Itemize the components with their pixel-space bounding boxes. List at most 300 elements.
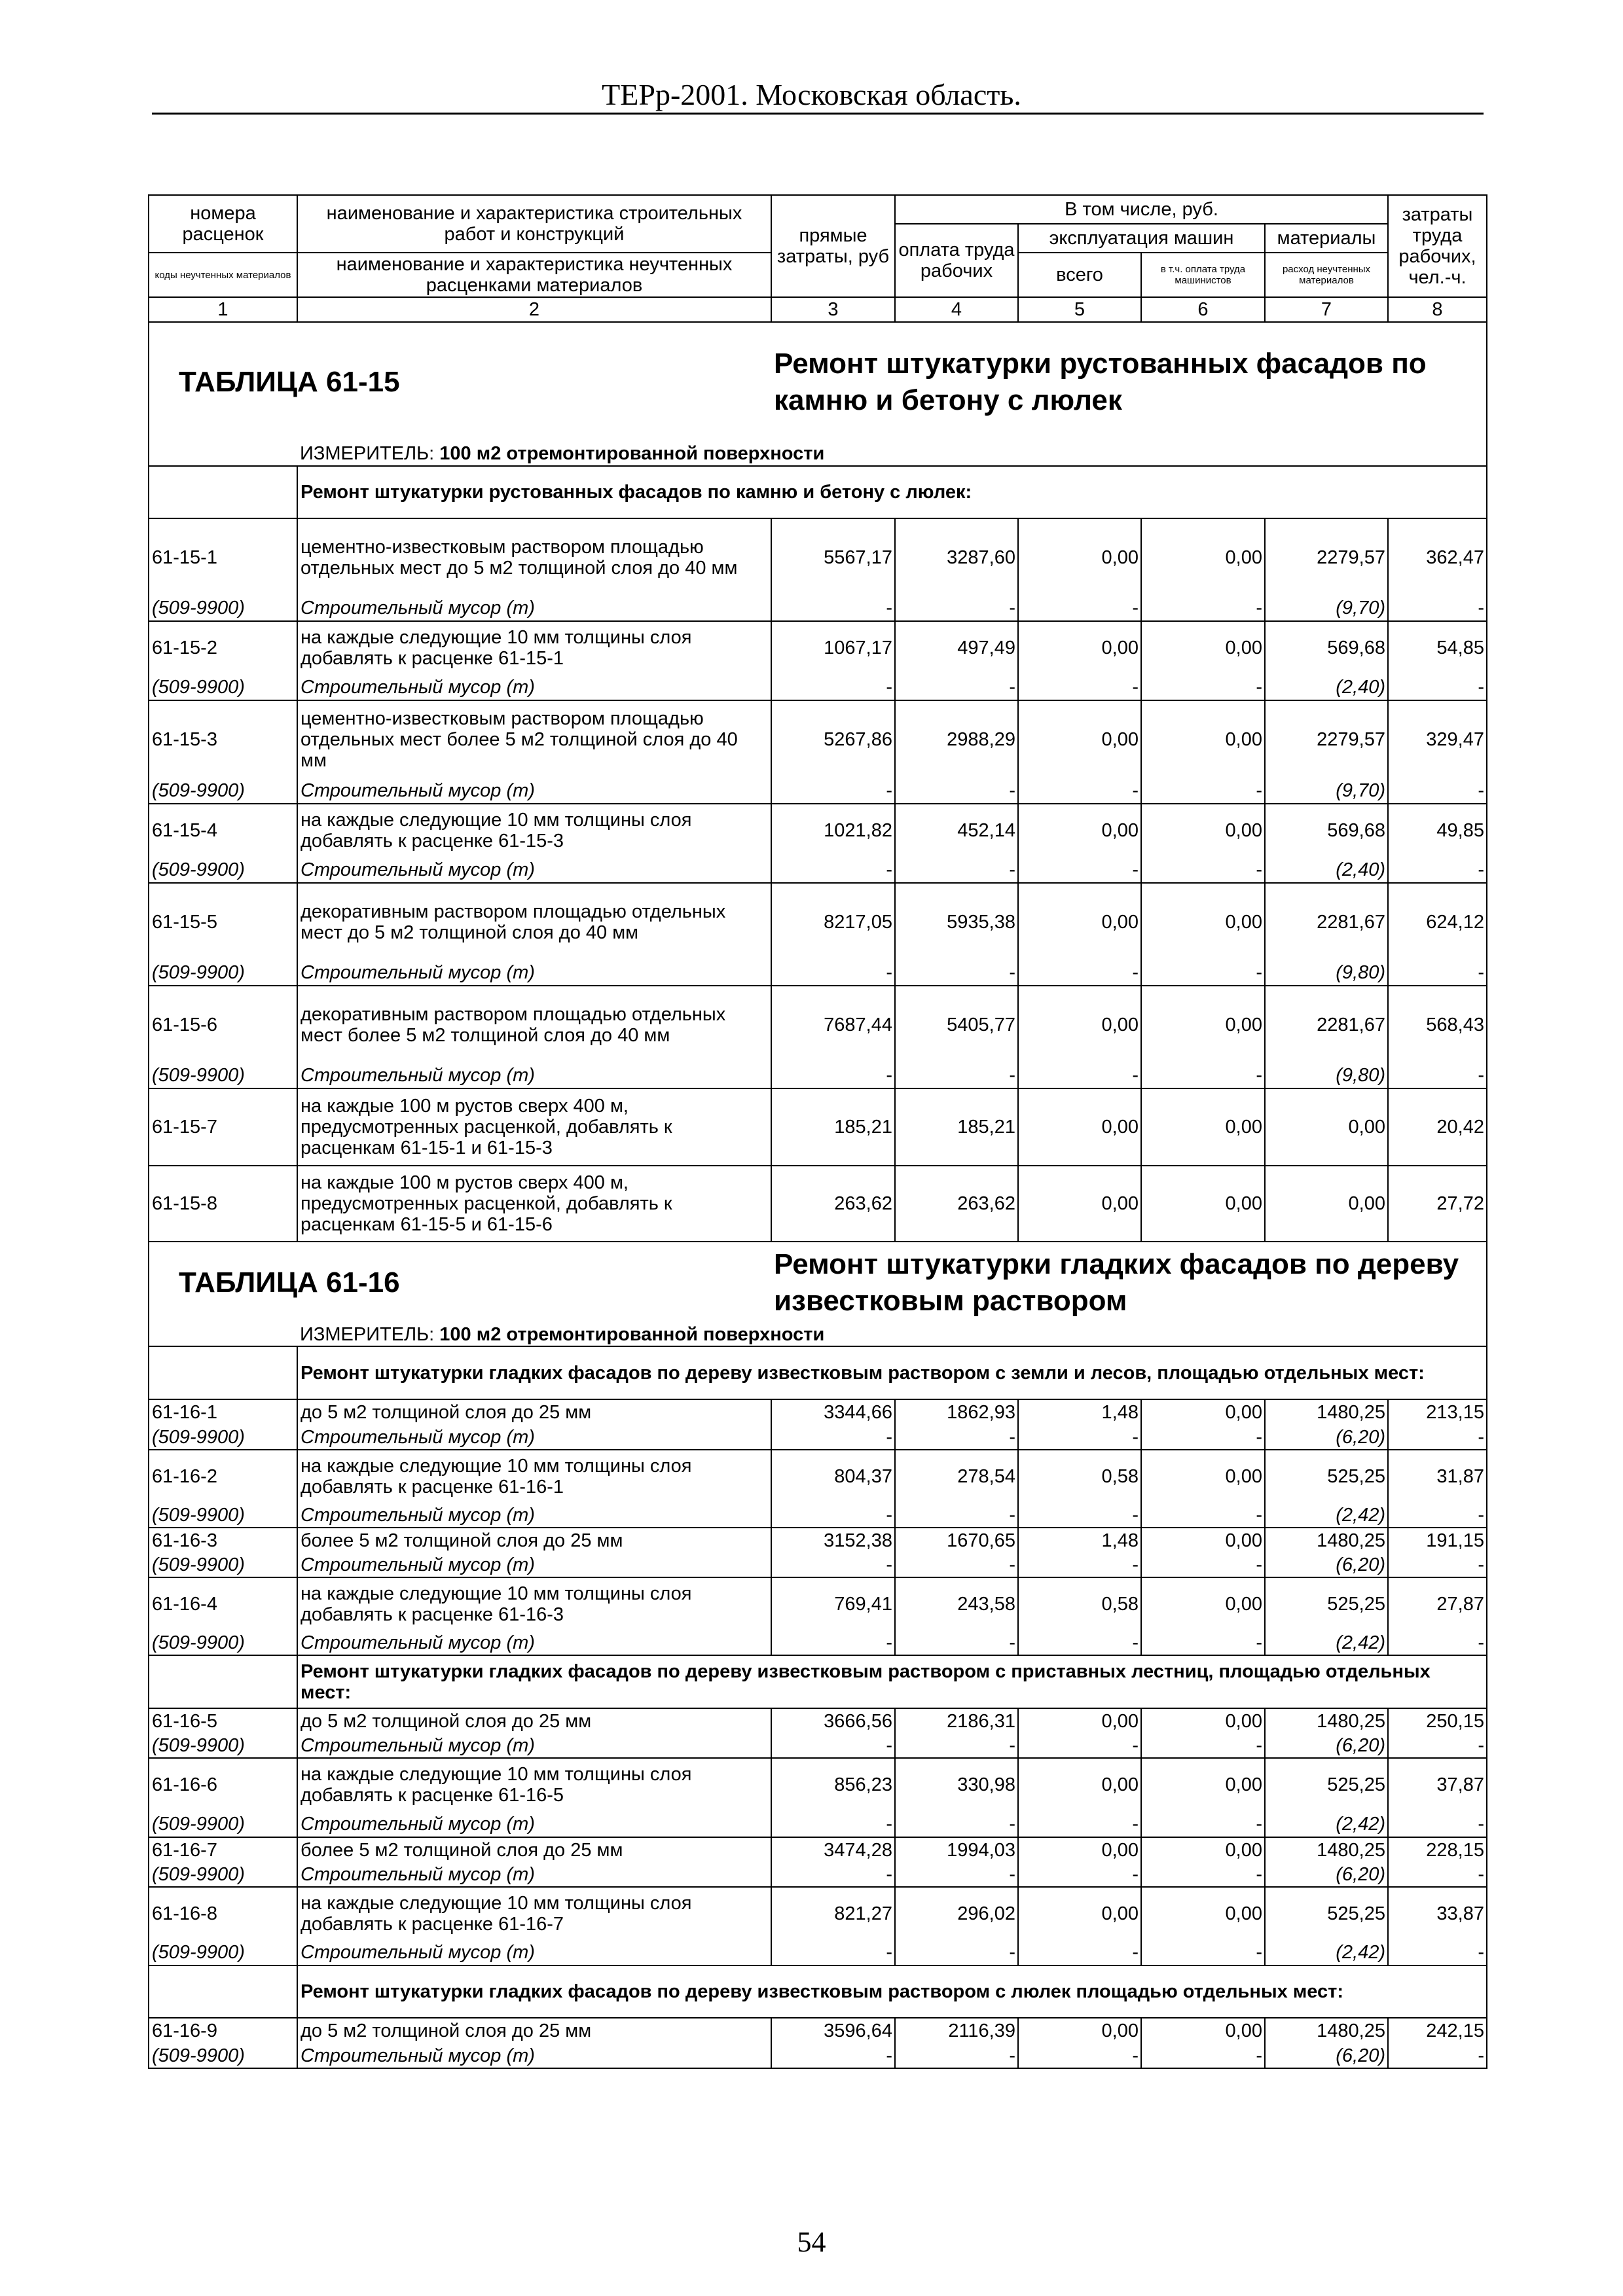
- material-row: [149, 1630, 1487, 1655]
- rate-value: 525,25: [1265, 1758, 1388, 1811]
- material-code: (509-9900): [149, 2043, 297, 2068]
- material-value: -: [895, 960, 1018, 986]
- material-name: Строительный мусор (т): [297, 1552, 771, 1577]
- rate-value: 0,00: [1141, 1577, 1265, 1630]
- material-value: -: [895, 596, 1018, 621]
- rate-code: 61-15-5: [149, 883, 297, 960]
- rate-value: 0,00: [1141, 621, 1265, 674]
- material-name: Строительный мусор (т): [297, 1811, 771, 1837]
- material-value: -: [1388, 1630, 1487, 1655]
- rate-value: 2279,57: [1265, 700, 1388, 778]
- table-61-16: [149, 1242, 1487, 2068]
- rate-row: [149, 1399, 1487, 1425]
- rate-row: [149, 1758, 1487, 1811]
- rate-code: 61-16-7: [149, 1837, 297, 1862]
- rate-value: 0,00: [1141, 1399, 1265, 1425]
- rate-value: 1994,03: [895, 1837, 1018, 1862]
- rate-value: 3474,28: [771, 1837, 895, 1862]
- rate-code: 61-15-4: [149, 804, 297, 857]
- material-name: Строительный мусор (т): [297, 2043, 771, 2068]
- material-code: (509-9900): [149, 1503, 297, 1528]
- rate-row: [149, 1708, 1487, 1733]
- material-row: [149, 1940, 1487, 1965]
- rate-value: 497,49: [895, 621, 1018, 674]
- material-value: -: [1141, 778, 1265, 804]
- rate-value: 1862,93: [895, 1399, 1018, 1425]
- material-value: -: [1388, 960, 1487, 986]
- material-value: -: [771, 1503, 895, 1528]
- rate-row: [149, 1450, 1487, 1503]
- rate-value: 3152,38: [771, 1528, 895, 1552]
- rate-value: 525,25: [1265, 1577, 1388, 1630]
- rate-value: 0,00: [1141, 1758, 1265, 1811]
- rate-name: цементно-известковым раствором площадью отдельных мест до 5 м2 толщиной слоя до 40 мм: [297, 518, 771, 596]
- rate-row: [149, 883, 1487, 960]
- measure-value: 100 м2 отремонтированной поверхности: [439, 1323, 825, 1345]
- material-row: [149, 596, 1487, 621]
- material-name: Строительный мусор (т): [297, 960, 771, 986]
- page-number: 54: [797, 2226, 826, 2258]
- rate-value: 452,14: [895, 804, 1018, 857]
- rate-row: [149, 986, 1487, 1063]
- material-value: -: [771, 1811, 895, 1837]
- material-name: Строительный мусор (т): [297, 674, 771, 700]
- material-value: -: [1018, 1425, 1141, 1450]
- col1-header-top: номера расценок: [149, 195, 297, 253]
- group-heading: Ремонт штукатурки рустованных фасадов по камню и бетону с люлек:: [297, 466, 1487, 518]
- rate-value: 0,00: [1141, 1528, 1265, 1552]
- rate-value: 624,12: [1388, 883, 1487, 960]
- col8-header: затраты труда рабочих, чел.-ч.: [1388, 195, 1487, 297]
- material-code: (509-9900): [149, 857, 297, 883]
- material-value: -: [1388, 1503, 1487, 1528]
- measure-line: [297, 1323, 1487, 1346]
- material-name: Строительный мусор (т): [297, 596, 771, 621]
- rate-value: 804,37: [771, 1450, 895, 1503]
- rate-row: [149, 518, 1487, 596]
- rate-value: 0,00: [1141, 700, 1265, 778]
- material-row: [149, 778, 1487, 804]
- rate-value: 0,00: [1141, 1088, 1265, 1166]
- rate-value: 54,85: [1388, 621, 1487, 674]
- material-value: -: [1141, 2043, 1265, 2068]
- material-code: (509-9900): [149, 1811, 297, 1837]
- material-value: -: [771, 1425, 895, 1450]
- material-value: -: [1388, 596, 1487, 621]
- material-value: -: [1141, 960, 1265, 986]
- rate-code: 61-16-1: [149, 1399, 297, 1425]
- material-value: (2,42): [1265, 1811, 1388, 1837]
- rate-code: 61-15-2: [149, 621, 297, 674]
- rate-value: 0,00: [1018, 1708, 1141, 1733]
- material-value: -: [895, 1503, 1018, 1528]
- material-value: -: [1141, 1733, 1265, 1758]
- rate-name: на каждые 100 м рустов сверх 400 м, предусмотренных расценкой, добавлять к расценкам 61-15-5 и 61-15-6: [297, 1166, 771, 1242]
- material-name: Строительный мусор (т): [297, 1940, 771, 1965]
- material-code: (509-9900): [149, 1862, 297, 1887]
- material-value: -: [895, 1063, 1018, 1088]
- rate-value: 0,00: [1141, 883, 1265, 960]
- rate-row: [149, 621, 1487, 674]
- rate-value: 0,00: [1141, 1887, 1265, 1940]
- rate-value: 263,62: [771, 1166, 895, 1242]
- rate-value: 0,00: [1141, 1450, 1265, 1503]
- rate-value: 7687,44: [771, 986, 895, 1063]
- material-value: -: [1388, 1552, 1487, 1577]
- material-value: -: [1018, 1733, 1141, 1758]
- rate-value: 0,00: [1018, 1837, 1141, 1862]
- material-row: [149, 1811, 1487, 1837]
- rate-value: 185,21: [895, 1088, 1018, 1166]
- rate-value: 33,87: [1388, 1887, 1487, 1940]
- material-row: [149, 1063, 1487, 1088]
- col7-header: расход неучтенных материалов: [1265, 253, 1388, 297]
- material-value: -: [771, 1733, 895, 1758]
- rate-name: на каждые следующие 10 мм толщины слоя добавлять к расценке 61-16-1: [297, 1450, 771, 1503]
- rate-value: 2281,67: [1265, 986, 1388, 1063]
- rate-value: 3666,56: [771, 1708, 895, 1733]
- rate-value: 228,15: [1388, 1837, 1487, 1862]
- col2-header-bottom: наименование и характеристика неучтенных расценками материалов: [297, 253, 771, 297]
- material-row: [149, 674, 1487, 700]
- rate-value: 250,15: [1388, 1708, 1487, 1733]
- rate-name: на каждые следующие 10 мм толщины слоя добавлять к расценке 61-15-1: [297, 621, 771, 674]
- rate-value: 242,15: [1388, 2018, 1487, 2043]
- material-value: -: [1018, 1940, 1141, 1965]
- material-value: -: [771, 674, 895, 700]
- material-value: -: [771, 596, 895, 621]
- rate-row: [149, 804, 1487, 857]
- material-value: -: [1388, 1862, 1487, 1887]
- material-row: [149, 1552, 1487, 1577]
- rate-code: 61-16-8: [149, 1887, 297, 1940]
- material-value: (9,80): [1265, 960, 1388, 986]
- rate-name: более 5 м2 толщиной слоя до 25 мм: [297, 1837, 771, 1862]
- material-value: -: [1141, 1503, 1265, 1528]
- col-number: 8: [1388, 297, 1487, 322]
- material-value: -: [1018, 1552, 1141, 1577]
- material-value: -: [895, 1733, 1018, 1758]
- rate-value: 49,85: [1388, 804, 1487, 857]
- rate-value: 0,00: [1018, 621, 1141, 674]
- material-value: -: [1388, 1733, 1487, 1758]
- rate-value: 0,00: [1018, 1758, 1141, 1811]
- rate-value: 569,68: [1265, 804, 1388, 857]
- rate-value: 0,00: [1018, 883, 1141, 960]
- rate-value: 296,02: [895, 1887, 1018, 1940]
- rate-value: 0,00: [1018, 1887, 1141, 1940]
- material-value: (9,70): [1265, 778, 1388, 804]
- page-title: ТЕРр-2001. Московская область.: [602, 78, 1021, 111]
- rate-value: 0,00: [1018, 1166, 1141, 1242]
- col4-header: оплата труда рабочих: [895, 224, 1018, 297]
- col-number: 3: [771, 297, 895, 322]
- col-number: 5: [1018, 297, 1141, 322]
- material-name: Строительный мусор (т): [297, 1733, 771, 1758]
- rate-value: 0,00: [1141, 2018, 1265, 2043]
- material-value: -: [895, 2043, 1018, 2068]
- material-value: -: [1388, 857, 1487, 883]
- material-value: (6,20): [1265, 1552, 1388, 1577]
- rate-code: 61-16-5: [149, 1708, 297, 1733]
- material-value: (9,70): [1265, 596, 1388, 621]
- rate-value: 3596,64: [771, 2018, 895, 2043]
- material-value: -: [895, 1630, 1018, 1655]
- rate-value: 2281,67: [1265, 883, 1388, 960]
- material-value: -: [1141, 1940, 1265, 1965]
- col-number: 6: [1141, 297, 1265, 322]
- material-value: -: [1388, 1940, 1487, 1965]
- group-heading: Ремонт штукатурки гладких фасадов по дереву известковым раствором с приставных лестниц, площадью отдельных мест:: [297, 1655, 1487, 1708]
- material-code: (509-9900): [149, 1630, 297, 1655]
- table-name: ТАБЛИЦА 61-16: [149, 1242, 771, 1323]
- rate-name: на каждые 100 м рустов сверх 400 м, предусмотренных расценкой, добавлять к расценкам 61-15-1 и 61-15-3: [297, 1088, 771, 1166]
- material-code: (509-9900): [149, 778, 297, 804]
- material-value: -: [1141, 1552, 1265, 1577]
- material-value: -: [771, 1063, 895, 1088]
- material-code: (509-9900): [149, 1733, 297, 1758]
- col5-header: всего: [1018, 253, 1141, 297]
- rate-row: [149, 2018, 1487, 2043]
- table-61-15: [149, 322, 1487, 1242]
- material-value: (2,42): [1265, 1503, 1388, 1528]
- material-name: Строительный мусор (т): [297, 778, 771, 804]
- material-value: -: [1141, 596, 1265, 621]
- material-value: (2,42): [1265, 1940, 1388, 1965]
- rate-row: [149, 1577, 1487, 1630]
- material-value: -: [1018, 778, 1141, 804]
- material-value: (2,40): [1265, 674, 1388, 700]
- col6-header: в т.ч. оплата труда машинистов: [1141, 253, 1265, 297]
- material-name: Строительный мусор (т): [297, 1503, 771, 1528]
- material-value: -: [1018, 857, 1141, 883]
- rates-table: [148, 194, 1487, 2069]
- rate-value: 0,00: [1018, 1088, 1141, 1166]
- rate-value: 3344,66: [771, 1399, 895, 1425]
- material-value: -: [1141, 674, 1265, 700]
- rate-value: 0,00: [1018, 804, 1141, 857]
- rate-value: 2116,39: [895, 2018, 1018, 2043]
- rate-value: 0,58: [1018, 1450, 1141, 1503]
- rate-code: 61-15-8: [149, 1166, 297, 1242]
- material-value: -: [1388, 674, 1487, 700]
- material-value: -: [1141, 1425, 1265, 1450]
- rate-row: [149, 1166, 1487, 1242]
- rate-value: 5567,17: [771, 518, 895, 596]
- material-value: (6,20): [1265, 1733, 1388, 1758]
- material-code: (509-9900): [149, 1425, 297, 1450]
- col-number: 4: [895, 297, 1018, 322]
- material-value: -: [1018, 1630, 1141, 1655]
- rate-name: до 5 м2 толщиной слоя до 25 мм: [297, 2018, 771, 2043]
- col2-header-top: наименование и характеристика строительных работ и конструкций: [297, 195, 771, 253]
- material-value: -: [771, 1630, 895, 1655]
- rate-value: 569,68: [1265, 621, 1388, 674]
- rate-value: 1480,25: [1265, 1399, 1388, 1425]
- rate-value: 263,62: [895, 1166, 1018, 1242]
- material-value: -: [771, 1862, 895, 1887]
- rate-value: 0,00: [1141, 986, 1265, 1063]
- rate-name: более 5 м2 толщиной слоя до 25 мм: [297, 1528, 771, 1552]
- rate-value: 185,21: [771, 1088, 895, 1166]
- material-name: Строительный мусор (т): [297, 1063, 771, 1088]
- material-name: Строительный мусор (т): [297, 1862, 771, 1887]
- material-value: (2,40): [1265, 857, 1388, 883]
- rate-value: 278,54: [895, 1450, 1018, 1503]
- material-value: -: [771, 2043, 895, 2068]
- rate-row: [149, 1887, 1487, 1940]
- rate-code: 61-15-6: [149, 986, 297, 1063]
- material-name: Строительный мусор (т): [297, 1425, 771, 1450]
- rate-value: 0,00: [1141, 1166, 1265, 1242]
- material-row: [149, 1733, 1487, 1758]
- rate-row: [149, 1528, 1487, 1552]
- material-value: -: [895, 1552, 1018, 1577]
- material-code: (509-9900): [149, 674, 297, 700]
- rate-value: 1021,82: [771, 804, 895, 857]
- material-name: Строительный мусор (т): [297, 1630, 771, 1655]
- rate-value: 1067,17: [771, 621, 895, 674]
- rate-name: на каждые следующие 10 мм толщины слоя добавлять к расценке 61-15-3: [297, 804, 771, 857]
- table-title: Ремонт штукатурки гладких фасадов по дереву известковым раствором: [771, 1242, 1487, 1323]
- material-value: -: [771, 1552, 895, 1577]
- rate-value: 37,87: [1388, 1758, 1487, 1811]
- rate-value: 27,87: [1388, 1577, 1487, 1630]
- rate-value: 821,27: [771, 1887, 895, 1940]
- rate-value: 329,47: [1388, 700, 1487, 778]
- rate-value: 0,00: [1141, 804, 1265, 857]
- material-value: (6,20): [1265, 2043, 1388, 2068]
- rate-code: 61-16-2: [149, 1450, 297, 1503]
- material-value: -: [1388, 778, 1487, 804]
- rate-value: 525,25: [1265, 1887, 1388, 1940]
- measure-label: ИЗМЕРИТЕЛЬ:: [300, 442, 435, 464]
- group-heading: Ремонт штукатурки гладких фасадов по дереву известковым раствором с люлек площадью отдельных мест:: [297, 1965, 1487, 2018]
- material-value: -: [895, 778, 1018, 804]
- rate-name: на каждые следующие 10 мм толщины слоя добавлять к расценке 61-16-3: [297, 1577, 771, 1630]
- rate-name: цементно-известковым раствором площадью отдельных мест более 5 м2 толщиной слоя до 40 мм: [297, 700, 771, 778]
- material-row: [149, 2043, 1487, 2068]
- material-value: -: [895, 1862, 1018, 1887]
- rate-code: 61-15-1: [149, 518, 297, 596]
- col-number: 1: [149, 297, 297, 322]
- material-value: -: [1018, 960, 1141, 986]
- rate-value: 568,43: [1388, 986, 1487, 1063]
- material-value: -: [771, 778, 895, 804]
- material-value: -: [1141, 857, 1265, 883]
- material-value: -: [1018, 2043, 1141, 2068]
- rate-value: 362,47: [1388, 518, 1487, 596]
- material-value: -: [1018, 1063, 1141, 1088]
- material-value: (2,42): [1265, 1630, 1388, 1655]
- material-value: -: [1141, 1630, 1265, 1655]
- rate-name: до 5 м2 толщиной слоя до 25 мм: [297, 1399, 771, 1425]
- material-value: -: [1018, 1811, 1141, 1837]
- rate-value: 1480,25: [1265, 1837, 1388, 1862]
- measure-label: ИЗМЕРИТЕЛЬ:: [300, 1323, 435, 1345]
- material-value: -: [895, 674, 1018, 700]
- rate-value: 1,48: [1018, 1528, 1141, 1552]
- material-code: (509-9900): [149, 1552, 297, 1577]
- material-value: -: [895, 1811, 1018, 1837]
- materials-header: материалы: [1265, 224, 1388, 253]
- rate-value: 0,00: [1141, 1837, 1265, 1862]
- material-value: -: [1388, 1425, 1487, 1450]
- material-value: -: [771, 960, 895, 986]
- rate-name: до 5 м2 толщиной слоя до 25 мм: [297, 1708, 771, 1733]
- rate-value: 8217,05: [771, 883, 895, 960]
- table-title: Ремонт штукатурки рустованных фасадов по камню и бетону с люлек: [771, 322, 1487, 441]
- material-code: (509-9900): [149, 960, 297, 986]
- rate-code: 61-15-3: [149, 700, 297, 778]
- material-code: (509-9900): [149, 1940, 297, 1965]
- table-name: ТАБЛИЦА 61-15: [149, 322, 771, 441]
- material-value: -: [1018, 1503, 1141, 1528]
- rate-row: [149, 1837, 1487, 1862]
- rate-value: 31,87: [1388, 1450, 1487, 1503]
- material-value: (6,20): [1265, 1425, 1388, 1450]
- material-row: [149, 1425, 1487, 1450]
- material-value: -: [1018, 596, 1141, 621]
- material-row: [149, 857, 1487, 883]
- material-row: [149, 960, 1487, 986]
- rate-code: 61-16-9: [149, 2018, 297, 2043]
- rate-code: 61-15-7: [149, 1088, 297, 1166]
- material-value: -: [771, 1940, 895, 1965]
- material-value: -: [895, 1425, 1018, 1450]
- group-header: В том числе, руб.: [895, 195, 1388, 224]
- rate-value: 0,00: [1141, 518, 1265, 596]
- material-value: -: [771, 857, 895, 883]
- rate-value: 0,00: [1018, 700, 1141, 778]
- material-name: Строительный мусор (т): [297, 857, 771, 883]
- material-value: -: [1141, 1862, 1265, 1887]
- material-value: -: [1018, 674, 1141, 700]
- rate-value: 0,00: [1018, 518, 1141, 596]
- rate-value: 213,15: [1388, 1399, 1487, 1425]
- measure-value: 100 м2 отремонтированной поверхности: [439, 442, 825, 464]
- rate-value: 525,25: [1265, 1450, 1388, 1503]
- rate-value: 330,98: [895, 1758, 1018, 1811]
- rate-name: на каждые следующие 10 мм толщины слоя добавлять к расценке 61-16-5: [297, 1758, 771, 1811]
- material-value: -: [895, 1940, 1018, 1965]
- rate-value: 1480,25: [1265, 1708, 1388, 1733]
- rate-value: 856,23: [771, 1758, 895, 1811]
- material-row: [149, 1862, 1487, 1887]
- group-heading: Ремонт штукатурки гладких фасадов по дереву известковым раствором с земли и лесов, площадью отдельных мест:: [297, 1346, 1487, 1399]
- col1-header-bottom: коды неучтенных материалов: [149, 253, 297, 297]
- rate-row: [149, 1088, 1487, 1166]
- rate-value: 2186,31: [895, 1708, 1018, 1733]
- material-value: -: [1388, 1063, 1487, 1088]
- material-code: (509-9900): [149, 596, 297, 621]
- rate-name: на каждые следующие 10 мм толщины слоя добавлять к расценке 61-16-7: [297, 1887, 771, 1940]
- rate-value: 2279,57: [1265, 518, 1388, 596]
- col-number: 2: [297, 297, 771, 322]
- material-value: -: [1388, 2043, 1487, 2068]
- rate-value: 1,48: [1018, 1399, 1141, 1425]
- col3-header: прямые затраты, руб: [771, 195, 895, 297]
- material-value: -: [1388, 1811, 1487, 1837]
- rate-value: 0,00: [1265, 1166, 1388, 1242]
- rate-value: 1480,25: [1265, 1528, 1388, 1552]
- material-row: [149, 1503, 1487, 1528]
- rate-name: декоративным раствором площадью отдельных мест до 5 м2 толщиной слоя до 40 мм: [297, 883, 771, 960]
- rate-value: 0,00: [1265, 1088, 1388, 1166]
- material-value: (6,20): [1265, 1862, 1388, 1887]
- rate-code: 61-16-3: [149, 1528, 297, 1552]
- title-rule: [152, 113, 1484, 115]
